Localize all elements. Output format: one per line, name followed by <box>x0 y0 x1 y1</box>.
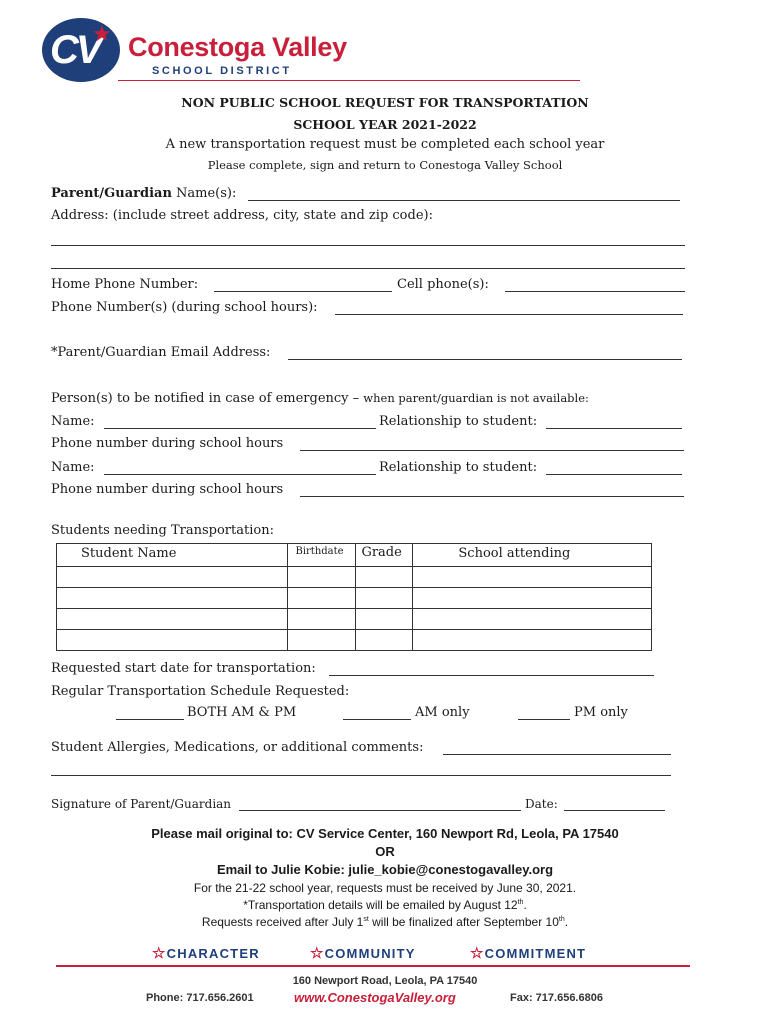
emergency-name-2-field[interactable] <box>104 474 376 475</box>
both-am-pm-blank[interactable] <box>116 719 184 720</box>
address-field-line-2[interactable] <box>51 268 685 269</box>
start-date-label: Requested start date for transportation: <box>51 661 316 676</box>
footer-address: 160 Newport Road, Leola, PA 17540 <box>292 975 478 987</box>
emergency-name-1-field[interactable] <box>104 428 376 429</box>
emergency-name-1-label: Name: <box>51 414 95 429</box>
mail-or: OR <box>375 844 395 859</box>
star-icon: ☆ <box>470 945 485 962</box>
pm-only-option: PM only <box>574 705 628 720</box>
emergency-phone-2-field[interactable] <box>300 496 684 497</box>
table-cell[interactable] <box>288 630 356 651</box>
org-subtitle: SCHOOL DISTRICT <box>152 65 292 77</box>
logo-star-icon: ★ <box>92 22 112 47</box>
table-cell[interactable] <box>57 630 288 651</box>
date-label: Date: <box>525 797 558 811</box>
deadline-note: For the 21-22 school year, requests must be received by June 30, 2021. <box>193 881 577 895</box>
signature-field[interactable] <box>239 810 521 811</box>
value-community: ☆COMMUNITY <box>310 945 416 962</box>
footer-website-link[interactable]: www.ConestogaValley.org <box>294 990 456 1005</box>
cell-phone-label: Cell phone(s): <box>397 277 489 292</box>
column-header: Student Name <box>57 544 288 567</box>
relationship-2-field[interactable] <box>546 474 682 475</box>
emergency-phone-1-label: Phone number during school hours <box>51 436 284 451</box>
relationship-1-field[interactable] <box>546 428 682 429</box>
address-label: Address: (include street address, city, state and zip code): <box>51 208 433 223</box>
am-only-blank[interactable] <box>343 719 411 720</box>
emergency-name-2-label: Name: <box>51 460 95 475</box>
relationship-1-label: Relationship to student: <box>379 414 538 429</box>
table-cell[interactable] <box>356 609 413 630</box>
table-row <box>57 609 652 630</box>
table-cell[interactable] <box>413 588 652 609</box>
cell-phone-field[interactable] <box>505 291 685 292</box>
footer-fax: Fax: 717.656.6806 <box>510 992 603 1004</box>
start-date-field[interactable] <box>329 675 654 676</box>
form-title: NON PUBLIC SCHOOL REQUEST FOR TRANSPORTATION <box>181 95 589 110</box>
table-cell[interactable] <box>413 567 652 588</box>
table-cell[interactable] <box>413 609 652 630</box>
table-cell[interactable] <box>57 588 288 609</box>
org-name: Conestoga Valley <box>128 32 347 62</box>
date-field[interactable] <box>564 810 665 811</box>
comments-label: Student Allergies, Medications, or additional comments: <box>51 740 424 755</box>
header-divider <box>118 80 580 81</box>
late-request-note: Requests received after July 1st will be finalized after September 10th. <box>201 915 569 929</box>
students-label: Students needing Transportation: <box>51 523 274 538</box>
signature-label: Signature of Parent/Guardian <box>51 797 232 811</box>
table-cell[interactable] <box>288 588 356 609</box>
home-phone-label: Home Phone Number: <box>51 277 199 292</box>
school-hours-phone-label: Phone Number(s) (during school hours): <box>51 300 318 315</box>
emergency-phone-2-label: Phone number during school hours <box>51 482 284 497</box>
parent-name-field[interactable] <box>248 200 680 201</box>
table-header-row <box>57 544 652 567</box>
both-am-pm-option: BOTH AM & PM <box>187 705 297 720</box>
comments-field-line-2[interactable] <box>51 775 671 776</box>
mail-instructions: Please mail original to: CV Service Center, 160 Newport Rd, Leola, PA 17540 <box>151 826 619 841</box>
table-cell[interactable] <box>356 567 413 588</box>
home-phone-field[interactable] <box>214 291 392 292</box>
form-year: SCHOOL YEAR 2021-2022 <box>293 117 477 132</box>
email-label: *Parent/Guardian Email Address: <box>51 345 271 360</box>
logo-mark: CV <box>50 28 100 72</box>
column-header: Grade <box>356 544 413 567</box>
value-commitment: ☆COMMITMENT <box>470 945 587 962</box>
column-header: Birthdate <box>288 544 356 567</box>
star-icon: ☆ <box>152 945 167 962</box>
emergency-label: Person(s) to be notified in case of emergency – when parent/guardian is not available: <box>51 391 589 406</box>
relationship-2-label: Relationship to student: <box>379 460 538 475</box>
school-hours-phone-field[interactable] <box>335 314 683 315</box>
table-cell[interactable] <box>57 609 288 630</box>
am-only-option: AM only <box>415 705 470 720</box>
pm-only-blank[interactable] <box>518 719 570 720</box>
footer-phone: Phone: 717.656.2601 <box>146 992 254 1004</box>
form-subtitle: A new transportation request must be completed each school year <box>165 137 605 152</box>
form-instruction: Please complete, sign and return to Conestoga Valley School <box>207 158 563 172</box>
table-cell[interactable] <box>288 609 356 630</box>
table-row <box>57 630 652 651</box>
table-row <box>57 588 652 609</box>
email-instructions: Email to Julie Kobie: julie_kobie@conestogavalley.org <box>216 862 554 877</box>
parent-name-label: Parent/Guardian Name(s): <box>51 186 237 201</box>
value-character: ☆CHARACTER <box>152 945 260 962</box>
footer-divider <box>56 965 690 967</box>
table-cell[interactable] <box>413 630 652 651</box>
emergency-phone-1-field[interactable] <box>300 450 684 451</box>
address-field-line-1[interactable] <box>51 245 685 246</box>
students-table <box>56 543 652 651</box>
table-cell[interactable] <box>57 567 288 588</box>
email-field[interactable] <box>288 359 682 360</box>
star-icon: ☆ <box>310 945 325 962</box>
table-cell[interactable] <box>288 567 356 588</box>
comments-field-line-1[interactable] <box>443 754 671 755</box>
table-cell[interactable] <box>356 630 413 651</box>
column-header: School attending <box>413 544 652 567</box>
schedule-label: Regular Transportation Schedule Requested: <box>51 684 350 699</box>
table-row <box>57 567 652 588</box>
table-cell[interactable] <box>356 588 413 609</box>
email-date-note: *Transportation details will be emailed by August 12th. <box>243 898 527 912</box>
